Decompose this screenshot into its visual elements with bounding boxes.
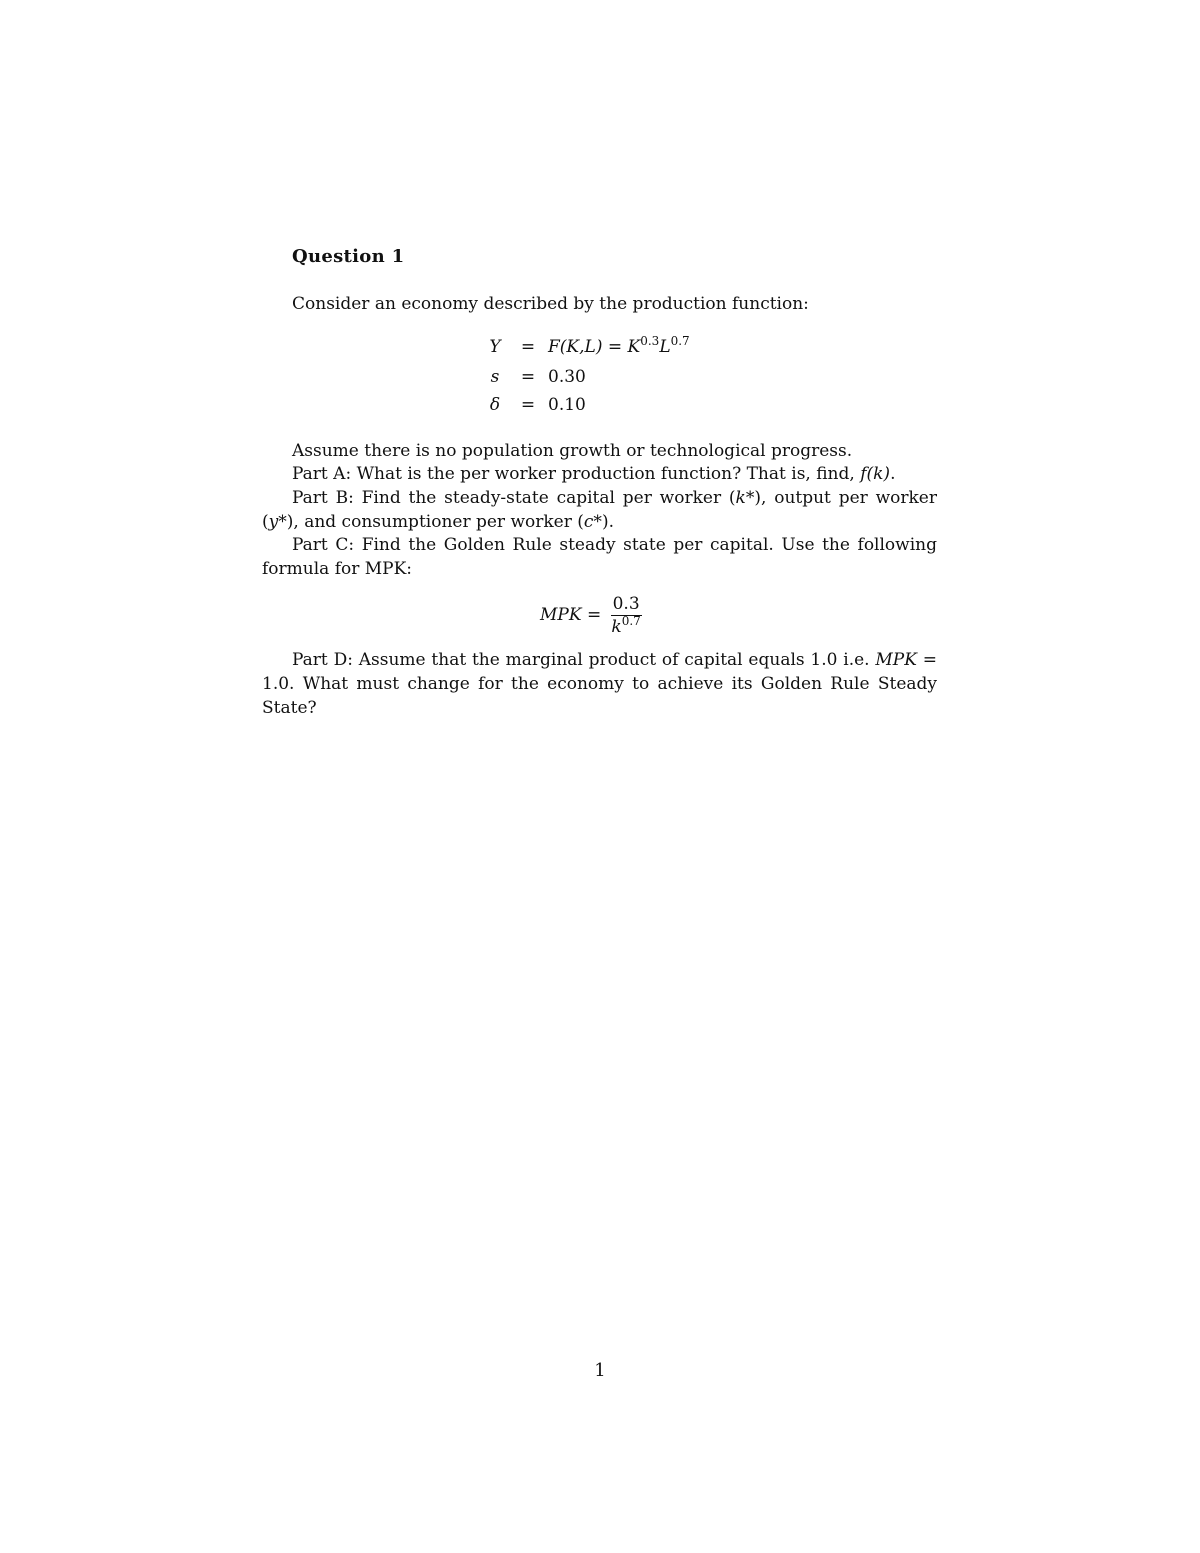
equals-sign: = xyxy=(520,395,536,415)
part-d-paragraph xyxy=(262,648,937,720)
mpk-denominator xyxy=(611,616,642,637)
part-b-capital-symbol: k* xyxy=(735,488,755,508)
part-b-text-1: Part B: Find the steady-state capital per worker ( xyxy=(292,488,736,508)
production-function-text: F(K,L) = K xyxy=(548,337,641,357)
mpk-formula xyxy=(540,594,642,637)
part-b-text-4: ). xyxy=(601,512,614,532)
exponent-labor: 0.7 xyxy=(670,334,690,348)
intro-paragraph: Consider an economy described by the production function: xyxy=(292,294,809,314)
part-d-text-1: Part D: Assume that the marginal product of capital equals 1.0 i.e. xyxy=(292,650,876,670)
page-number: 1 xyxy=(594,1360,606,1381)
part-b-paragraph xyxy=(262,486,937,534)
labor-symbol: L xyxy=(659,337,671,357)
part-a-text: Part A: What is the per worker production function? That is, find, xyxy=(292,464,861,484)
depreciation-value: 0.10 xyxy=(548,395,586,415)
equation-output-rhs xyxy=(548,334,690,357)
part-d-mpk-symbol: MPK xyxy=(875,650,917,670)
mpk-den-exponent: 0.7 xyxy=(621,614,641,628)
part-a-end: . xyxy=(890,464,896,484)
part-c-paragraph: Part C: Find the Golden Rule steady state per capital. Use the following formula for MPK: xyxy=(262,535,937,579)
part-d-text-2: = 1.0. What must change for the economy to achieve its Golden Rule Steady State? xyxy=(262,650,937,718)
mpk-numerator: 0.3 xyxy=(612,594,640,614)
assumption-paragraph: Assume there is no population growth or technological progress. xyxy=(292,441,853,461)
mpk-den-base: k xyxy=(611,617,622,637)
savings-value: 0.30 xyxy=(548,367,586,387)
part-a-paragraph xyxy=(262,462,937,486)
part-b-output-symbol: y* xyxy=(268,512,287,532)
mpk-fraction xyxy=(611,594,642,637)
exponent-capital: 0.3 xyxy=(640,334,660,348)
equals-sign: = xyxy=(520,367,536,387)
part-b-text-3: ), and consumptioner per worker ( xyxy=(286,512,584,532)
part-b-text-2: ), output per worker ( xyxy=(262,488,937,532)
question-heading: Question 1 xyxy=(292,246,405,267)
mpk-lhs: MPK = xyxy=(540,605,602,625)
part-a-math: f(k) xyxy=(860,464,891,484)
part-b-consumption-symbol: c* xyxy=(583,512,602,532)
equation-output-lhs: Y xyxy=(489,337,501,357)
equals-sign: = xyxy=(520,337,536,357)
equation-depreciation-lhs: δ xyxy=(489,395,501,415)
equation-savings-lhs: s xyxy=(490,367,500,387)
